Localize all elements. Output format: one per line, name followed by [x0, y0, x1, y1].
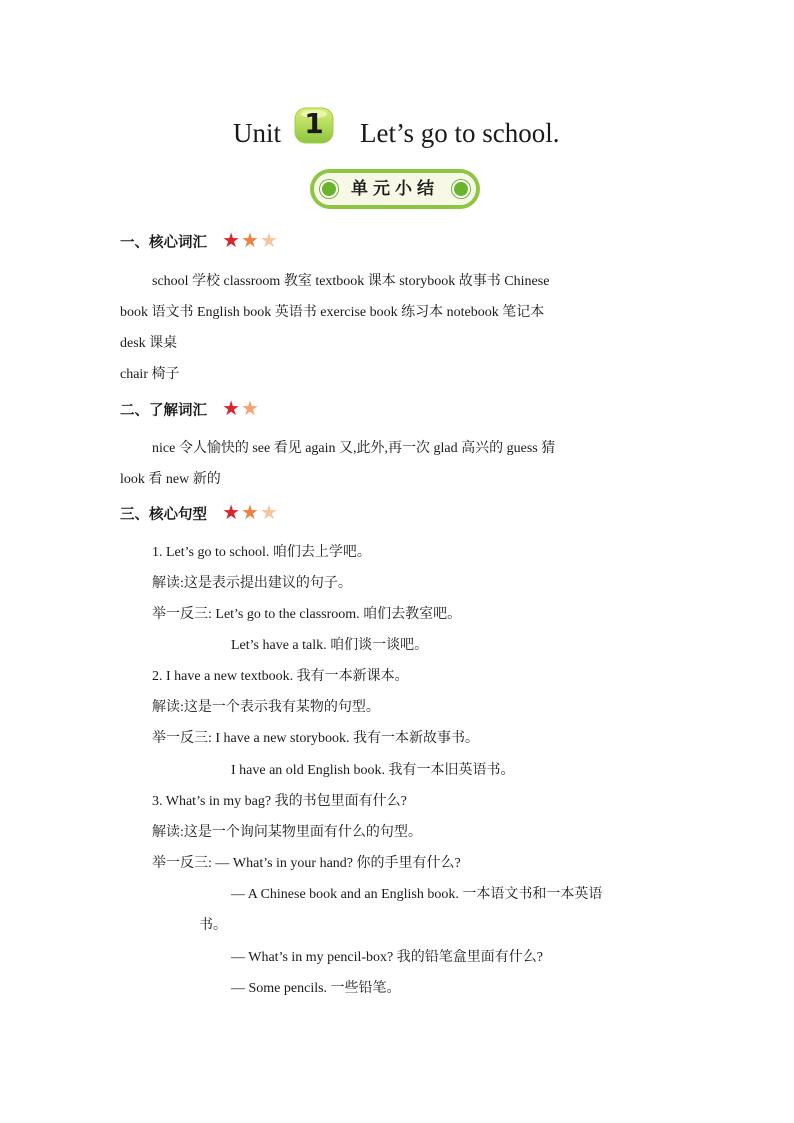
unit-number: 1: [304, 107, 324, 140]
sentence-line: 举一反三: — What’s in your hand? 你的手里有什么?: [152, 856, 461, 871]
section-heading-text: 二、了解词汇: [120, 403, 207, 419]
star-icon: ★: [259, 228, 278, 252]
vocab-line: desk 课桌: [120, 336, 178, 351]
vocab-line: look 看 new 新的: [120, 472, 221, 487]
star-icon: ★: [222, 500, 241, 524]
star-icon: ★: [241, 500, 259, 524]
unit-summary-badge: [310, 169, 480, 209]
rating-stars: [222, 230, 279, 251]
star-icon: ★: [241, 228, 259, 252]
section-extra-vocab-heading: [120, 398, 260, 420]
rating-stars: [222, 398, 260, 419]
sentence-line: I have an old English book. 我有一本旧英语书。: [231, 763, 515, 778]
sentence-line: — What’s in my pencil-box? 我的铅笔盒里面有什么?: [231, 950, 543, 965]
rating-stars: [222, 502, 279, 523]
star-icon: ★: [222, 228, 241, 252]
sentence-line: 书。: [199, 918, 227, 933]
sentence-line: — Some pencils. 一些铅笔。: [231, 981, 401, 996]
sentence-line: 1. Let’s go to school. 咱们去上学吧。: [152, 545, 371, 560]
section-sentences-heading: [120, 502, 279, 524]
sentence-line: 解读:这是表示提出建议的句子。: [152, 576, 352, 591]
star-icon: ★: [222, 396, 241, 420]
vocab-line: chair 椅子: [120, 367, 180, 382]
vocab-line: school 学校 classroom 教室 textbook 课本 storybook 故事书 Chinese: [152, 274, 550, 289]
unit-title: Let’s go to school.: [360, 118, 560, 148]
sentence-line: — A Chinese book and an English book. 一本语文书和一本英语: [231, 887, 603, 902]
star-icon: ★: [259, 500, 278, 524]
vocab-line: nice 令人愉快的 see 看见 again 又,此外,再一次 glad 高兴的 guess 猜: [152, 441, 556, 456]
unit-label: Unit: [233, 118, 282, 148]
unit-number-badge: [293, 105, 335, 145]
section-core-vocab-heading: [120, 230, 279, 252]
sentence-line: 解读:这是一个询问某物里面有什么的句型。: [152, 825, 422, 840]
section-heading-text: 一、核心词汇: [120, 235, 207, 251]
sentence-line: 3. What’s in my bag? 我的书包里面有什么?: [152, 794, 407, 809]
sentence-line: 解读:这是一个表示我有某物的句型。: [152, 700, 380, 715]
sentence-line: 举一反三: I have a new storybook. 我有一本新故事书。: [152, 731, 480, 746]
sentence-line: 举一反三: Let’s go to the classroom. 咱们去教室吧。: [152, 607, 462, 622]
sentence-line: 2. I have a new textbook. 我有一本新课本。: [152, 669, 409, 684]
sentence-line: Let’s have a talk. 咱们谈一谈吧。: [231, 638, 429, 653]
vocab-line: book 语文书 English book 英语书 exercise book 练习本 notebook 笔记本: [120, 305, 545, 320]
section-heading-text: 三、核心句型: [120, 507, 207, 523]
star-icon: ★: [241, 396, 259, 420]
unit-summary-label: 单元小结: [351, 179, 439, 199]
